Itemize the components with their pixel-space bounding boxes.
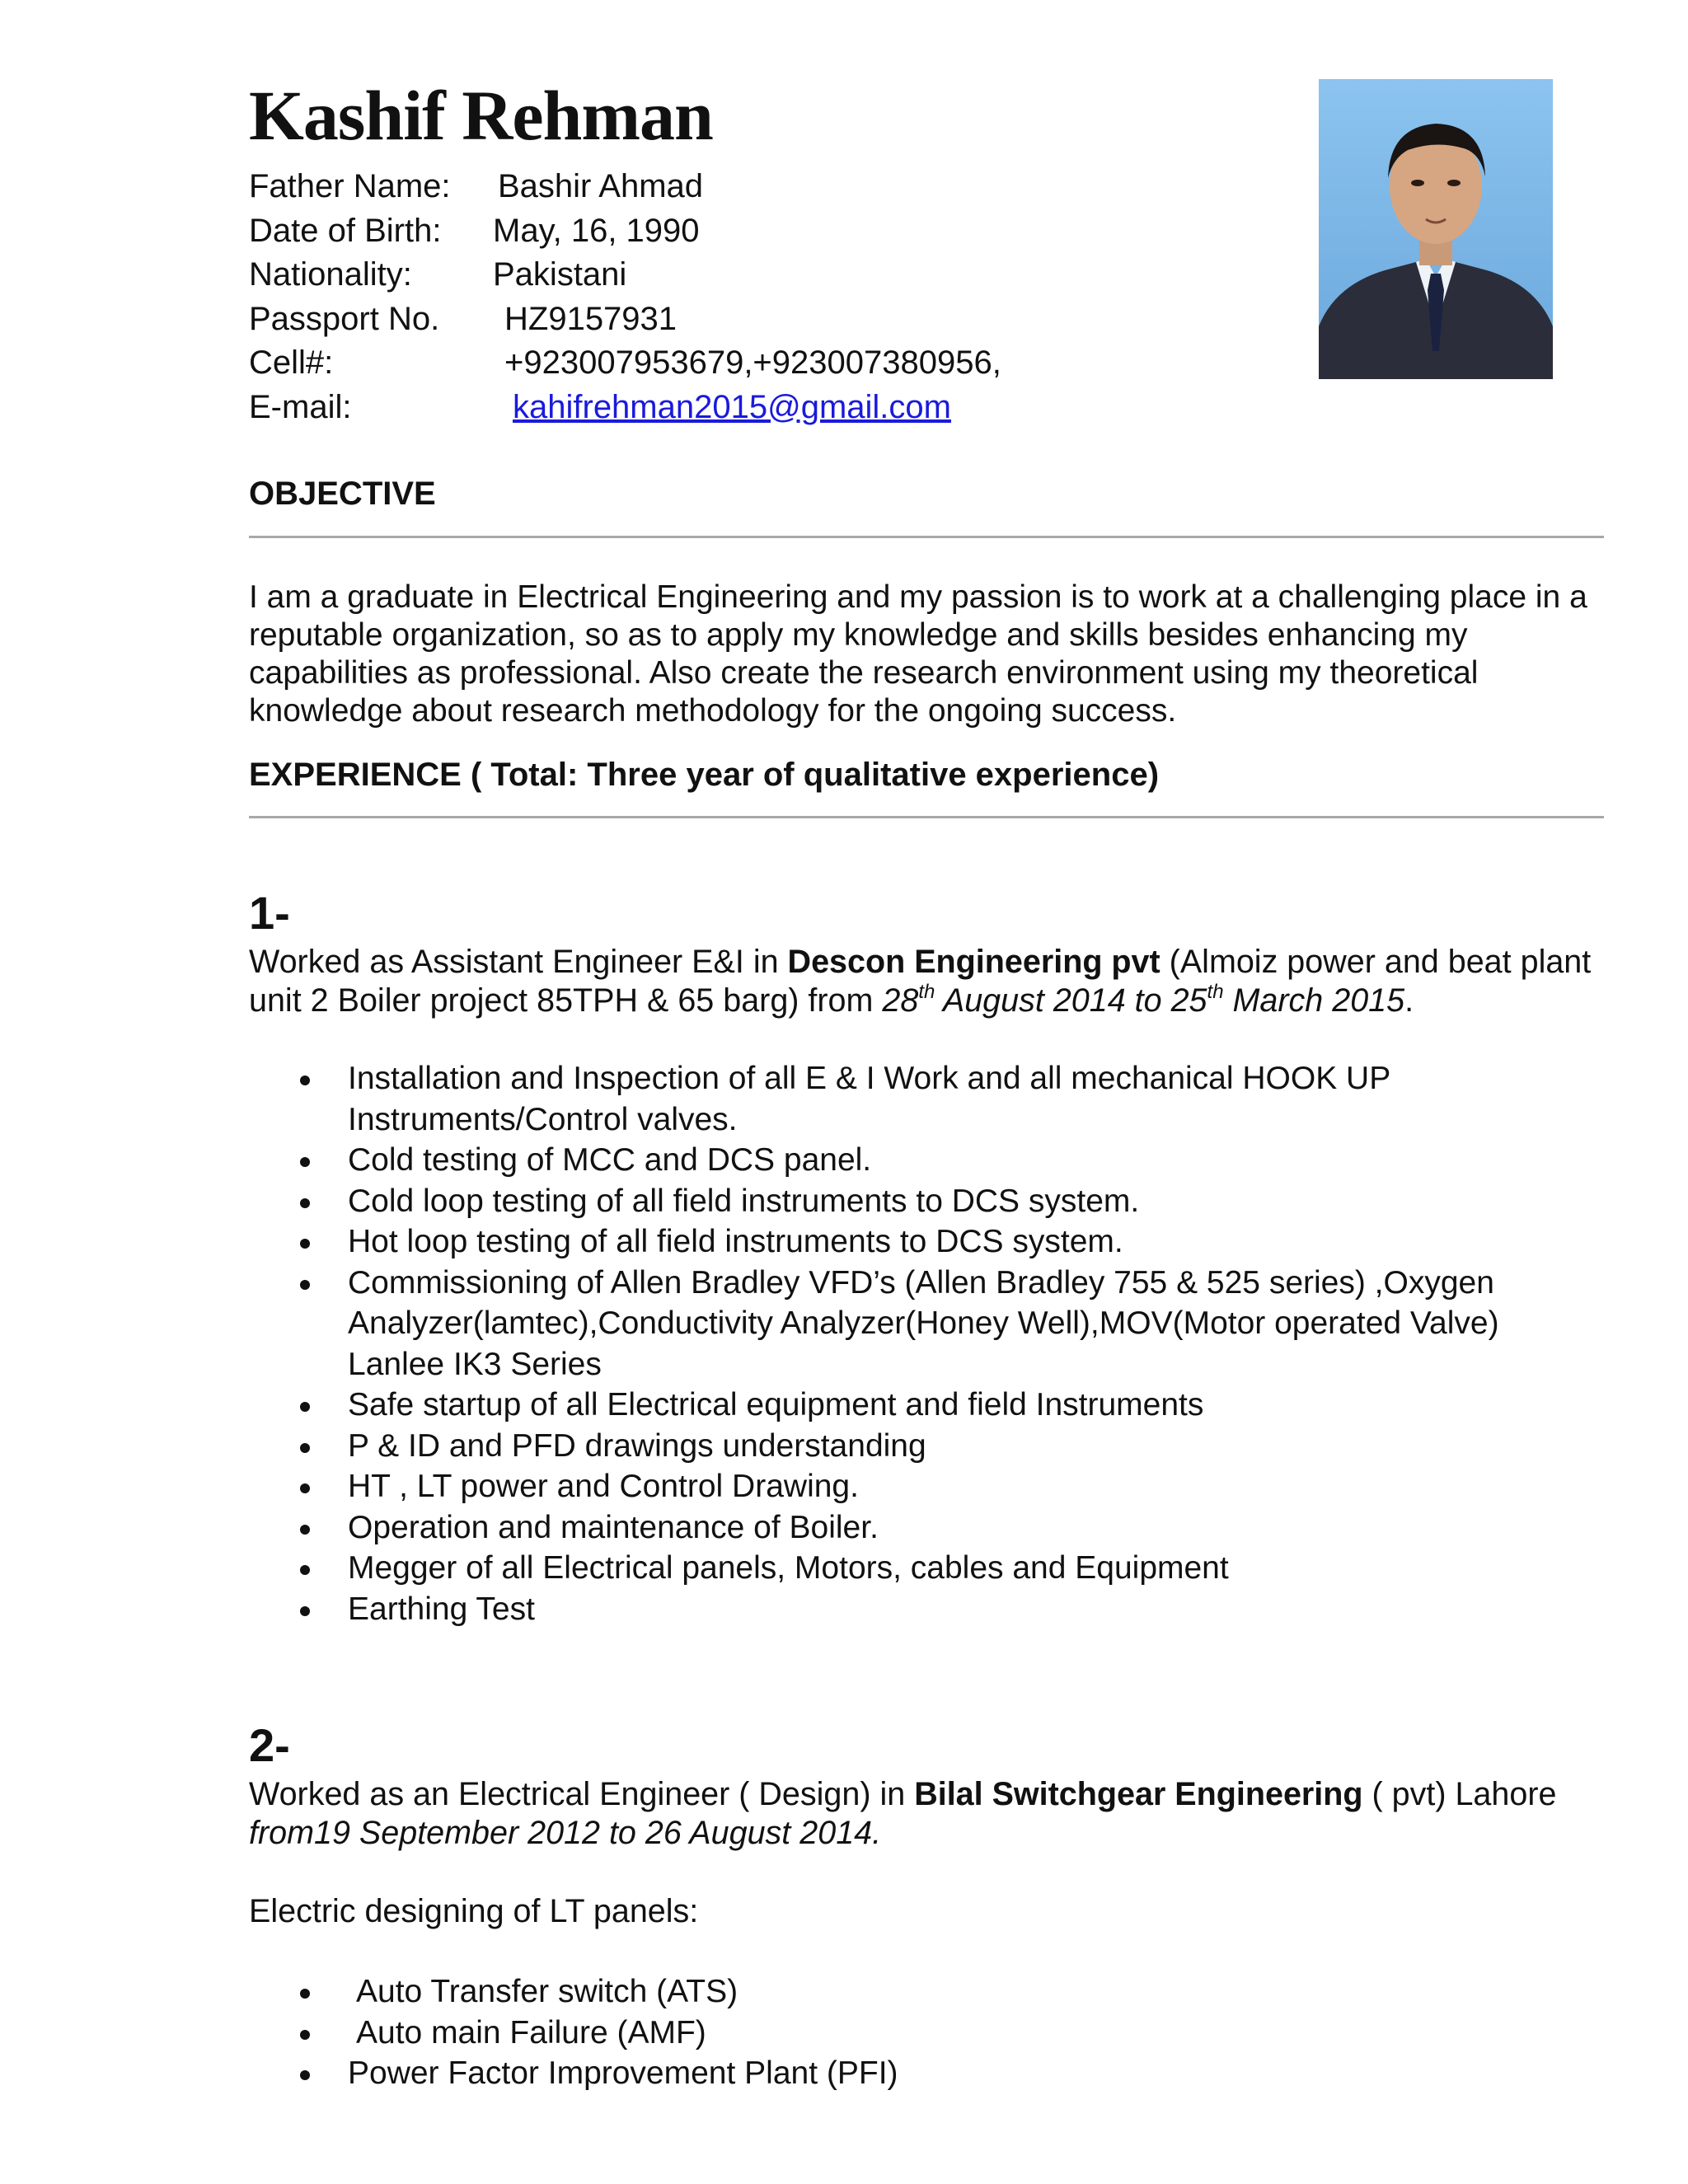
list-item: P & ID and PFD drawings understanding — [249, 1426, 1601, 1467]
list-item: Commissioning of Allen Bradley VFD’s (Allen Bradley 755 & 525 series) ,Oxygen Analyzer(lamtec),Conductivity Analyzer(Honey Well),MOV(Motor operated Valve) Lanlee IK3 Series — [249, 1263, 1601, 1385]
list-item: Cold loop testing of all field instruments to DCS system. — [249, 1181, 1601, 1222]
list-item: Cold testing of MCC and DCS panel. — [249, 1140, 1601, 1181]
job-role: Worked as Assistant Engineer E&I in — [249, 944, 788, 980]
job-end-rest: March 2015 — [1223, 982, 1405, 1019]
email-link[interactable]: kahifrehman2015@gmail.com — [513, 388, 951, 425]
job-role: Worked as an Electrical Engineer ( Design) in — [249, 1776, 915, 1812]
list-item: Megger of all Electrical panels, Motors, cables and Equipment — [249, 1548, 1601, 1589]
list-item: HT , LT power and Control Drawing. — [249, 1466, 1601, 1507]
list-item: Auto Transfer switch (ATS) — [249, 1971, 1601, 2013]
job-company: Bilal Switchgear Engineering — [914, 1776, 1363, 1812]
job-start-day: 28 — [882, 982, 919, 1019]
job-duties-list — [249, 1058, 1601, 1629]
list-item: Power Factor Improvement Plant (PFI) — [249, 2053, 1601, 2094]
info-value: Bashir Ahmad — [498, 168, 704, 204]
job-start-rest: August 2014 to — [935, 982, 1171, 1019]
list-item: Hot loop testing of all field instruments to DCS system. — [249, 1221, 1601, 1263]
job-company: Descon Engineering pvt — [787, 944, 1160, 980]
job-number: 1- — [249, 887, 290, 939]
job-period: from19 September 2012 to 26 August 2014. — [249, 1815, 882, 1851]
list-item: Operation and maintenance of Boiler. — [249, 1507, 1601, 1549]
list-item: Installation and Inspection of all E & I Work and all mechanical HOOK UP Instruments/Control valves. — [249, 1058, 1601, 1140]
experience-divider — [249, 816, 1604, 818]
info-label: Cell#: — [249, 344, 334, 381]
info-label: Passport No. — [249, 300, 440, 337]
job-end-day: 25 — [1170, 982, 1207, 1019]
info-value: May, 16, 1990 — [493, 212, 700, 249]
job-number: 2- — [249, 1719, 290, 1771]
info-value: +923007953679,+923007380956, — [504, 344, 1001, 381]
objective-divider — [249, 536, 1604, 538]
job-description — [249, 1775, 1609, 1853]
list-item: Safe startup of all Electrical equipment and field Instruments — [249, 1385, 1601, 1426]
job-details: (Almoiz power and beat plant unit 2 Boiler project 85TPH & 65 barg) from — [249, 944, 1592, 1019]
list-item: Earthing Test — [249, 1589, 1601, 1630]
info-value: Pakistani — [493, 256, 627, 293]
list-item: Auto main Failure (AMF) — [249, 2013, 1601, 2054]
job-end-suffix: th — [1207, 981, 1224, 1003]
job-details: ( pvt) Lahore — [1362, 1776, 1557, 1812]
design-items-list — [249, 1971, 1601, 2094]
job-start-suffix: th — [918, 981, 935, 1003]
info-value: HZ9157931 — [504, 300, 678, 337]
info-label: Date of Birth: — [249, 212, 442, 249]
profile-photo-image — [1319, 79, 1553, 379]
objective-heading: OBJECTIVE — [249, 476, 436, 512]
experience-heading: EXPERIENCE ( Total: Three year of qualitative experience) — [249, 757, 1160, 793]
job-tail: . — [1404, 982, 1414, 1019]
candidate-name: Kashif Rehman — [249, 76, 713, 155]
profile-photo — [1319, 79, 1553, 379]
info-label: E-mail: — [249, 388, 352, 425]
design-subheading: Electric designing of LT panels: — [249, 1893, 699, 1929]
job-description — [249, 943, 1609, 1020]
objective-text: I am a graduate in Electrical Engineering and my passion is to work at a challenging place in a reputable organization, so as to apply my knowledge and skills besides enhancing my capabilities as professional. Also create the research environment using my theoretical knowledge about research methodology for the ongoing success. — [249, 579, 1587, 729]
info-label: Father Name: — [249, 168, 451, 204]
info-label: Nationality: — [249, 256, 412, 293]
